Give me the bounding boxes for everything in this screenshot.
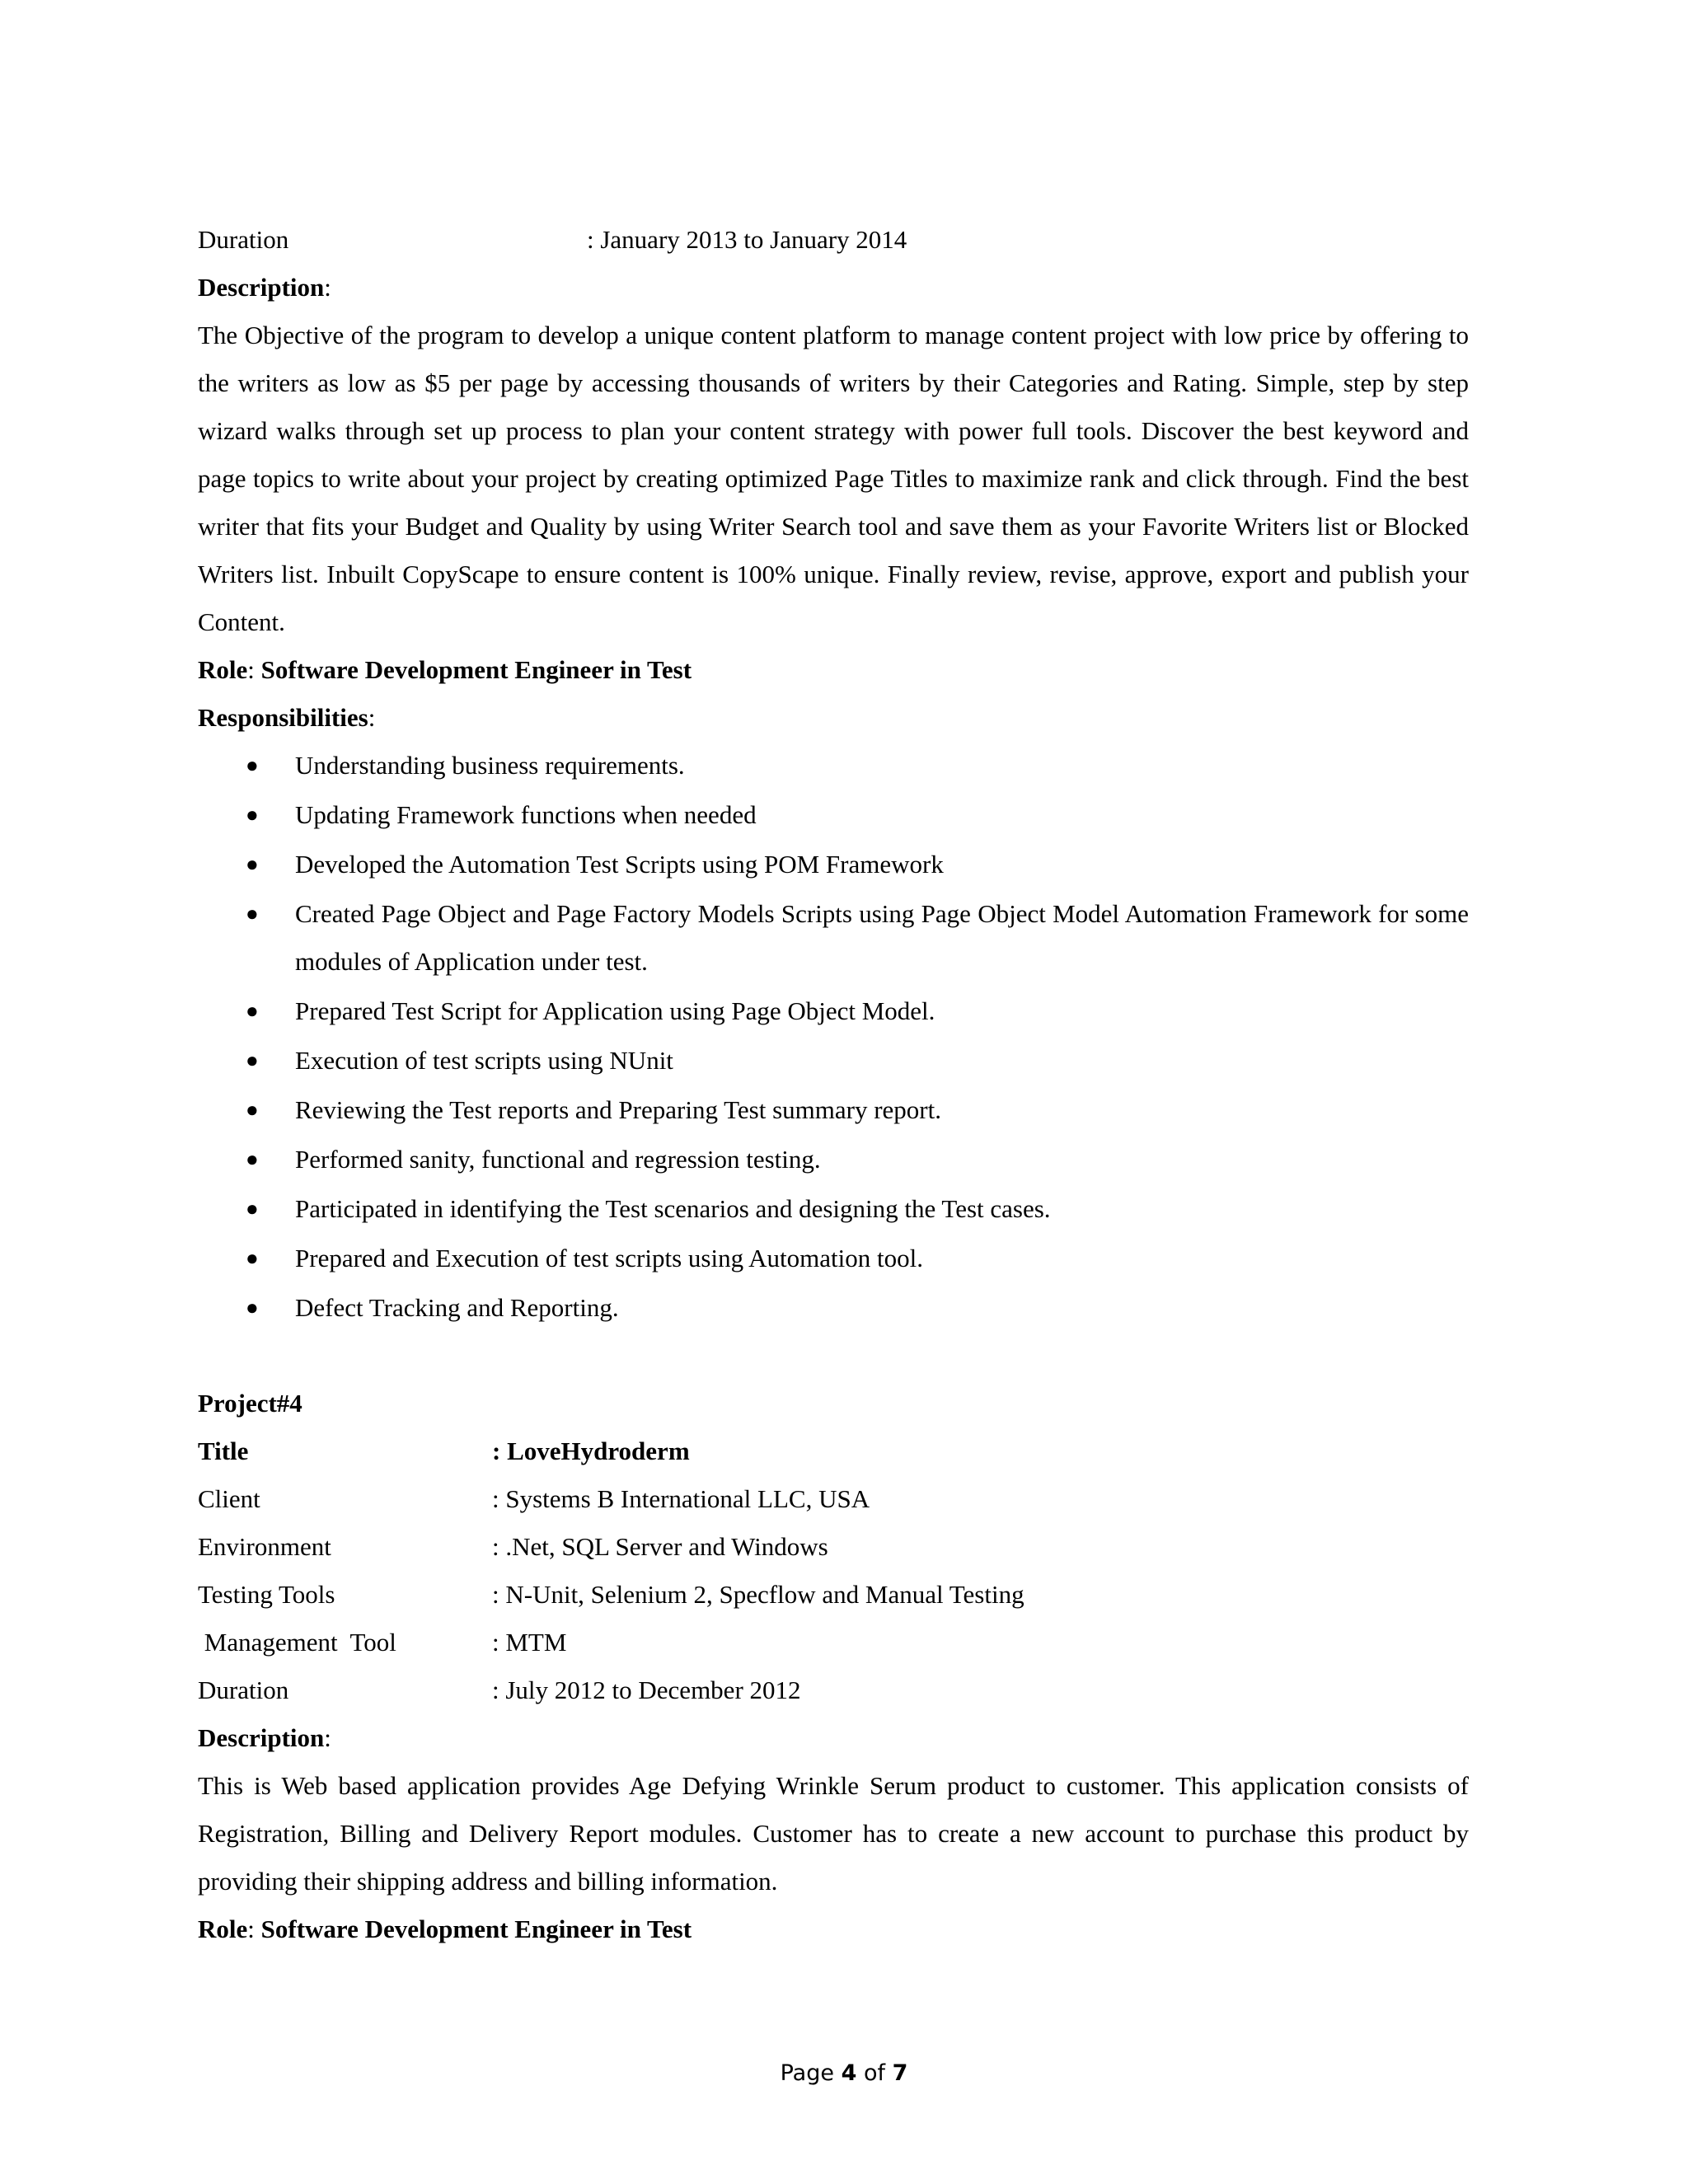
of-word: of xyxy=(863,2060,885,2086)
title-row xyxy=(198,1427,1469,1475)
list-item: ● Prepared Test Script for Application using Page Object Model. xyxy=(198,987,1469,1035)
bullet-icon: ● xyxy=(246,1296,259,1319)
bullet-icon: ● xyxy=(246,753,259,777)
client-row xyxy=(198,1475,1469,1523)
page-word: Page xyxy=(780,2060,834,2086)
title-value: : LoveHydroderm xyxy=(492,1436,690,1465)
duration-row xyxy=(198,1666,1469,1714)
environment-row xyxy=(198,1523,1469,1571)
bullet-icon: ● xyxy=(246,1098,259,1122)
project-heading: Project#4 xyxy=(198,1389,302,1418)
responsibilities-label: Responsibilities xyxy=(198,703,368,732)
management-tool-row xyxy=(198,1619,1469,1666)
title-label: Title xyxy=(198,1436,249,1465)
environment-label: Environment xyxy=(198,1532,331,1561)
list-item: ● Developed the Automation Test Scripts using POM Framework xyxy=(198,841,1469,888)
list-item: ● Prepared and Execution of test scripts using Automation tool. xyxy=(198,1235,1469,1282)
duration-value: : January 2013 to January 2014 xyxy=(587,225,907,254)
list-item: ● Execution of test scripts using NUnit xyxy=(198,1037,1469,1085)
list-item: ● Updating Framework functions when needed xyxy=(198,791,1469,839)
section-spacer xyxy=(198,1333,1469,1380)
list-item: ● Understanding business requirements. xyxy=(198,742,1469,790)
list-item: ● Created Page Object and Page Factory Models Scripts using Page Object Model Automation Framework for some modules of Application under test. xyxy=(198,890,1469,986)
testing-tools-label: Testing Tools xyxy=(198,1580,335,1609)
role-label: Role xyxy=(198,655,248,684)
list-item: ● Participated in identifying the Test scenarios and designing the Test cases. xyxy=(198,1185,1469,1233)
bullet-icon: ● xyxy=(246,902,259,926)
description-paragraph: This is Web based application provides Age Defying Wrinkle Serum product to customer. This application consists of Registration, Billing and Delivery Report modules. Customer has to create a new account to purchase this product by providing their shipping address and billing information. xyxy=(198,1771,1469,1896)
list-item: ● Defect Tracking and Reporting. xyxy=(198,1284,1469,1332)
client-value: : Systems B International LLC, USA xyxy=(492,1484,870,1513)
responsibilities-heading: Responsibilities: xyxy=(198,703,376,732)
description-heading: Description: xyxy=(198,1723,331,1752)
role-value: Software Development Engineer in Test xyxy=(260,655,692,684)
testing-tools-row xyxy=(198,1571,1469,1619)
testing-tools-value: : N-Unit, Selenium 2, Specflow and Manual Testing xyxy=(492,1580,1025,1609)
description-paragraph: The Objective of the program to develop a unique content platform to manage content project with low price by offering to the writers as low as $5 per page by accessing thousands of writers by their Categories and Rating. Simple, step by step wizard walks through set up process to plan your content strategy with power full tools. Discover the best keyword and page topics to write about your project by creating optimized Page Titles to maximize rank and click through. Find the best writer that fits your Budget and Quality by using Writer Search tool and save them as your Favorite Writers list or Blocked Writers list. Inbuilt CopyScape to ensure content is 100% unique. Finally review, revise, approve, export and publish your Content. xyxy=(198,321,1469,636)
bullet-icon: ● xyxy=(246,852,259,876)
bullet-icon: ● xyxy=(246,1246,259,1270)
bullet-icon: ● xyxy=(246,1048,259,1072)
duration-value: : July 2012 to December 2012 xyxy=(492,1675,801,1704)
role-value: Software Development Engineer in Test xyxy=(260,1915,692,1943)
role-row: Role: Software Development Engineer in Test xyxy=(198,1915,692,1943)
description-label: Description xyxy=(198,1723,325,1752)
page-total: 7 xyxy=(892,2060,908,2086)
page-footer xyxy=(0,2060,1688,2086)
list-item: ● Performed sanity, functional and regression testing. xyxy=(198,1136,1469,1183)
client-label: Client xyxy=(198,1484,260,1513)
document-page xyxy=(198,216,1469,1953)
bullet-icon: ● xyxy=(246,1147,259,1171)
description-heading: Description: xyxy=(198,273,331,302)
role-row: Role: Software Development Engineer in Test xyxy=(198,655,692,684)
environment-value: : .Net, SQL Server and Windows xyxy=(492,1532,828,1561)
bullet-icon: ● xyxy=(246,803,259,827)
bullet-icon: ● xyxy=(246,1197,259,1221)
duration-row xyxy=(198,216,1469,264)
responsibilities-list xyxy=(198,742,1469,1332)
management-tool-label: Management Tool xyxy=(198,1628,396,1657)
duration-label: Duration xyxy=(198,225,289,254)
duration-label: Duration xyxy=(198,1675,289,1704)
management-tool-value: : MTM xyxy=(492,1628,567,1657)
page-current: 4 xyxy=(841,2060,857,2086)
bullet-icon: ● xyxy=(246,999,259,1023)
list-item: ● Reviewing the Test reports and Preparing Test summary report. xyxy=(198,1086,1469,1134)
role-label: Role xyxy=(198,1915,248,1943)
description-label: Description xyxy=(198,273,325,302)
